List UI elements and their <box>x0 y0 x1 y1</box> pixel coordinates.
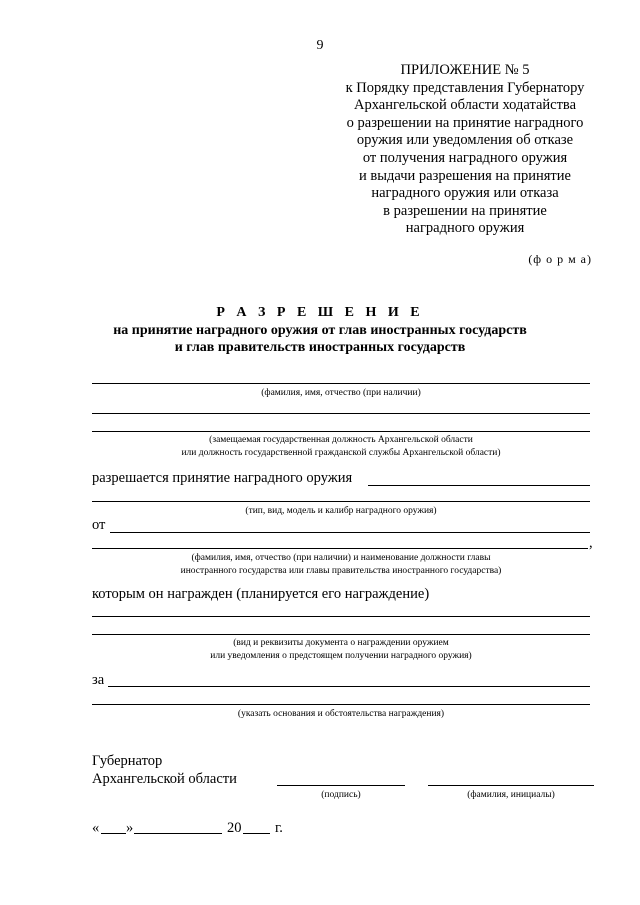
appendix-header <box>300 62 630 238</box>
document-caption <box>92 637 590 662</box>
appendix-line: ПРИЛОЖЕНИЕ № 5 <box>400 62 530 78</box>
appendix-line: в разрешении на принятие <box>383 202 547 219</box>
document-subtitle <box>60 322 580 356</box>
giver-field-inline[interactable] <box>110 532 590 533</box>
governor-title: Губернатор <box>92 753 163 769</box>
giver-caption <box>92 552 590 577</box>
year-prefix: 20 <box>227 820 242 836</box>
document-field-line-2[interactable] <box>92 634 590 635</box>
date-month-field[interactable] <box>134 833 222 834</box>
initials-field[interactable] <box>428 785 594 786</box>
appendix-line: наградного оружия <box>405 220 525 237</box>
document-field-line-1[interactable] <box>92 616 590 617</box>
date-year-field[interactable] <box>243 833 270 834</box>
weapon-field[interactable] <box>92 501 590 502</box>
reason-field-inline[interactable] <box>108 686 590 687</box>
governor-region: Архангельской области <box>92 771 237 787</box>
for-label: за <box>92 672 105 688</box>
appendix-line: о разрешении на принятие наградного <box>346 114 584 131</box>
caption-line: или должность государственной гражданской службы Архангельской области) <box>181 447 501 458</box>
date-day-field[interactable] <box>101 833 126 834</box>
appendix-line: к Порядку представления Губернатору <box>345 79 585 96</box>
date-open-quote: « <box>92 820 100 836</box>
weapon-caption: (тип, вид, модель и калибр наградного оружия) <box>245 506 437 516</box>
comma-mark: , <box>589 535 593 551</box>
reason-caption: (указать основания и обстоятельства награждения) <box>237 709 445 719</box>
signature-caption: (подпись) <box>321 790 361 800</box>
permitted-label: разрешается принятие наградного оружия <box>92 470 353 486</box>
page-number: 9 <box>316 38 324 53</box>
subtitle-line: и глав правительств иностранных государств <box>174 340 466 355</box>
caption-line: (фамилия, имя, отчество (при наличии) и наименование должности главы <box>191 553 491 563</box>
from-label: от <box>92 517 106 533</box>
position-caption <box>92 434 590 459</box>
reason-field[interactable] <box>92 704 590 705</box>
document-title: Р А З Р Е Ш Е Н И Е <box>216 305 424 320</box>
caption-line: иностранного государства или главы правительства иностранного государства) <box>180 565 502 576</box>
position-field-line-1[interactable] <box>92 413 590 414</box>
appendix-line: оружия или уведомления об отказе <box>356 132 574 149</box>
form-label: (ф о р м а) <box>528 252 592 266</box>
year-suffix: г. <box>275 820 283 836</box>
appendix-line: наградного оружия или отказа <box>371 185 559 202</box>
appendix-line: Архангельской области ходатайства <box>353 97 577 114</box>
caption-line: (замещаемая государственная должность Архангельской области <box>209 435 473 445</box>
weapon-field-inline[interactable] <box>368 485 590 486</box>
caption-line: (вид и реквизиты документа о награждении оружием <box>233 638 449 648</box>
awarded-label: которым он награжден (планируется его награждение) <box>92 586 430 602</box>
position-field-line-2[interactable] <box>92 431 590 432</box>
fio-caption: (фамилия, имя, отчество (при наличии) <box>261 388 421 398</box>
appendix-line: от получения наградного оружия <box>362 149 568 166</box>
date-close-quote: » <box>126 820 134 836</box>
appendix-line: и выдачи разрешения на принятие <box>359 167 571 184</box>
giver-field[interactable] <box>92 548 588 549</box>
fio-field[interactable] <box>92 383 590 384</box>
caption-line: или уведомления о предстоящем получении наградного оружия) <box>210 650 472 661</box>
initials-caption: (фамилия, инициалы) <box>467 790 555 800</box>
subtitle-line: на принятие наградного оружия от глав иностранных государств <box>113 323 527 338</box>
signature-field[interactable] <box>277 785 405 786</box>
